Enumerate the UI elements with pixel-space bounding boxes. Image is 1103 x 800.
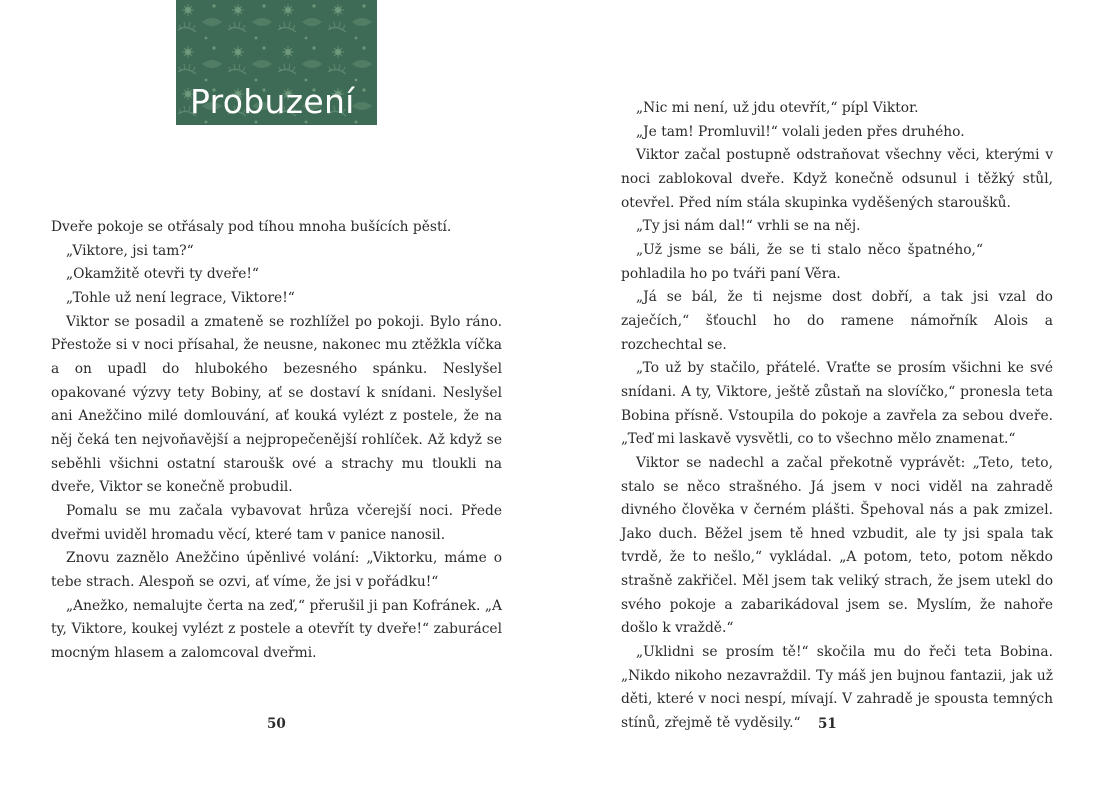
paragraph: Viktor se posadil a zmateně se rozhlížel po pokoji. Bylo ráno. Přestože si v noci přísahal, že neusne, nakonec mu ztěžkla víčka a on upadl do hlubokého bezesného spánku. Neslyšel opakované výzvy tety Bobiny, ať se dostaví k snídani. Neslyšel ani Anežčino milé domlouvání, ať kouká vylézt z postele, že na něj čeká ten nejvoňavější a nejpropečenější rohlíček. Až když se seběhli všichni ostatní staroušk ové a strachy mu tloukli na dveře, Viktor se konečně probudil. (51, 313, 502, 496)
paragraph: „Je tam! Promluvil!“ volali jeden přes druhého. (636, 123, 965, 140)
chapter-title: Probuzení (190, 82, 355, 121)
paragraph: Viktor začal postupně odstraňovat všechny věci, kterými v noci zablokoval dveře. Když konečně odsunul i těžký stůl, otevřel. Před ním stála skupinka vyděšených staroušků. (621, 147, 1053, 211)
left-page-text (51, 216, 502, 665)
paragraph: „Okamžitě otevři ty dveře!“ (66, 266, 259, 283)
paragraph: „Já se bál, že ti nejsme dost dobří, a tak jsi vzal do zaječích,“ šťouchl ho do ramene námořník Alois a rozchechtal se. (621, 289, 1053, 353)
paragraph: Pomalu se mu začala vybavovat hrůza včerejší noci. Přede dveřmi uviděl hromadu věcí, které tam v panice nanosil. (51, 502, 502, 543)
paragraph: „Nic mi není, už jdu otevřít,“ pípl Viktor. (636, 100, 919, 116)
page-number: 51 (818, 716, 837, 732)
right-page (552, 0, 1103, 800)
paragraph: „To už by stačilo, přátelé. Vraťte se prosím všichni ke své snídani. A ty, Viktore, ještě zůstaň na slovíčko,“ pronesla teta Bobina přísně. Vstoupila do pokoje a zavřela za sebou dveře. „Teď mi laskavě vysvětli, co to všechno mělo znamenat.“ (621, 360, 1053, 448)
page-number: 50 (267, 716, 286, 732)
paragraph: „Ty jsi nám dal!“ vrhli se na něj. (636, 218, 861, 235)
paragraph: „Viktore, jsi tam?“ (66, 242, 194, 259)
left-page (0, 0, 551, 800)
paragraph: Znovu zaznělo Anežčino úpěnlivé volání: „Viktorku, máme o tebe strach. Alespoň se ozvi, ať víme, že jsi v pořádku!“ (51, 550, 502, 590)
paragraph: Viktor se nadechl a začal překotně vyprávět: „Teto, teto, stalo se něco strašného. Já jsem v noci viděl na zahradě divného člověka v černém plášti. Špehoval nás a pak zmizel. Jako duch. Běžel jsem tě hned vzbudit, ale ty jsi spala tak tvrdě, že to nešlo,“ vykládal. „A potom, teto, potom někdo strašně zakřičel. Měl jsem tak veliký strach, že jsem utekl do svého pokoje a zabarikádoval jsem se. Myslím, že nahoře došlo k vraždě.“ (621, 454, 1053, 637)
paragraph: Dveře pokoje se otřásaly pod tíhou mnoha bušících pěstí. (51, 219, 452, 235)
paragraph: „Už jsme se báli, že se ti stalo něco špatného,“ pohladila ho po tváři paní Věra. (621, 241, 983, 282)
paragraph: „Uklidni se prosím tě!“ skočila mu do řeči teta Bobina. „Nikdo nikoho nezavraždil. Ty máš jen bujnou fantazii, jak už děti, které v noci nespí, mívají. V zahradě je spousta temných stínů, zřejmě tě vyděsily.“ (621, 644, 1053, 732)
paragraph: „Tohle už není legrace, Viktore!“ (66, 289, 295, 306)
chapter-banner (176, 0, 377, 125)
right-page-text (621, 97, 1053, 736)
paragraph: „Anežko, nemalujte čerta na zeď,“ přerušil ji pan Kofránek. „A ty, Viktore, koukej vylézt z postele a otevřít ty dveře!“ zaburácel mocným hlasem a zalomcoval dveřmi. (51, 597, 502, 661)
